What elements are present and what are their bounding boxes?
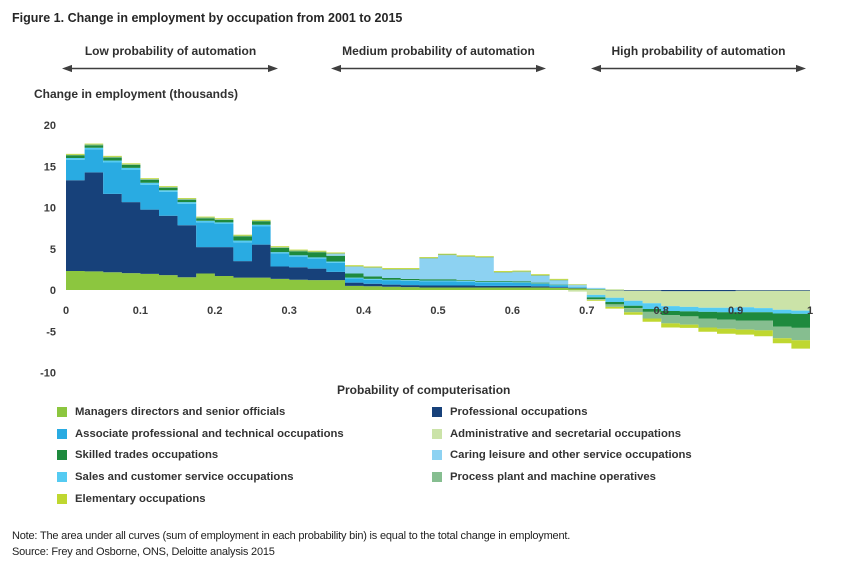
legend-color-swatch — [432, 407, 442, 417]
region-header-high: High probability of automation — [611, 44, 786, 58]
x-tick-label: 0.7 — [579, 305, 595, 317]
legend-item-label: Process plant and machine operatives — [450, 470, 656, 483]
y-axis-title: Change in employment (thousands) — [34, 87, 239, 101]
figure-title: Figure 1. Change in employment by occupation from 2001 to 2015 — [12, 11, 403, 25]
region-arrow-low — [62, 65, 278, 72]
x-axis-title: Probability of computerisation — [337, 383, 511, 397]
legend-item-label: Administrative and secretarial occupations — [450, 427, 682, 440]
x-tick-label: 0.1 — [132, 305, 149, 317]
legend-color-swatch — [57, 407, 67, 417]
y-tick-label: 15 — [43, 161, 56, 174]
legend-item — [57, 466, 344, 488]
x-tick-label: 0.3 — [281, 305, 297, 317]
x-tick-label: 0.2 — [207, 305, 223, 317]
legend-item — [57, 401, 344, 423]
legend-color-swatch — [432, 429, 442, 439]
legend-item — [57, 423, 344, 445]
legend-left-column — [57, 401, 344, 509]
x-tick-label: 1 — [806, 305, 814, 317]
x-tick-label: 0.6 — [504, 305, 521, 317]
region-header-medium: Medium probability of automation — [342, 44, 535, 58]
y-tick-label: 10 — [43, 202, 56, 215]
x-tick-label: 0.4 — [355, 305, 372, 317]
x-tick-label: 0 — [62, 305, 70, 317]
figure-source: Source: Frey and Osborne, ONS, Deloitte analysis 2015 — [12, 546, 275, 558]
legend-item-label: Associate professional and technical occupations — [75, 427, 344, 440]
y-tick-label: -10 — [40, 367, 56, 380]
y-tick-label: -5 — [46, 326, 56, 339]
y-tick-label: 20 — [43, 120, 56, 132]
legend-item-label: Managers directors and senior officials — [75, 405, 286, 418]
legend-right-column — [432, 401, 692, 488]
x-tick-label: 0.5 — [430, 305, 446, 317]
legend-item-label: Caring leisure and other service occupations — [450, 449, 692, 462]
legend-item — [432, 401, 692, 423]
figure-note: Note: The area under all curves (sum of employment in each probability bin) is equal to the total change in employment. — [12, 530, 571, 542]
legend-color-swatch — [432, 450, 442, 460]
legend-color-swatch — [57, 472, 67, 482]
legend-color-swatch — [57, 450, 67, 460]
legend-color-swatch — [57, 429, 67, 439]
legend-color-swatch — [57, 494, 67, 504]
region-header-low: Low probability of automation — [84, 44, 257, 58]
legend-color-swatch — [432, 472, 442, 482]
legend-item — [432, 423, 692, 445]
legend-item-label: Elementary occupations — [75, 492, 206, 505]
legend-item-label: Skilled trades occupations — [75, 449, 219, 462]
x-tick-label: 0.9 — [727, 305, 744, 317]
x-tick-label: 0.8 — [653, 305, 669, 317]
y-tick-label: 0 — [49, 285, 56, 297]
legend-item — [57, 444, 344, 466]
region-arrow-medium — [331, 65, 546, 72]
legend-item — [57, 488, 344, 510]
region-arrow-high — [591, 65, 806, 72]
legend-item — [432, 466, 692, 488]
y-tick-label: 5 — [49, 243, 56, 256]
legend-item-label: Sales and customer service occupations — [75, 470, 294, 483]
legend-item — [432, 444, 692, 466]
legend-item-label: Professional occupations — [450, 405, 588, 418]
